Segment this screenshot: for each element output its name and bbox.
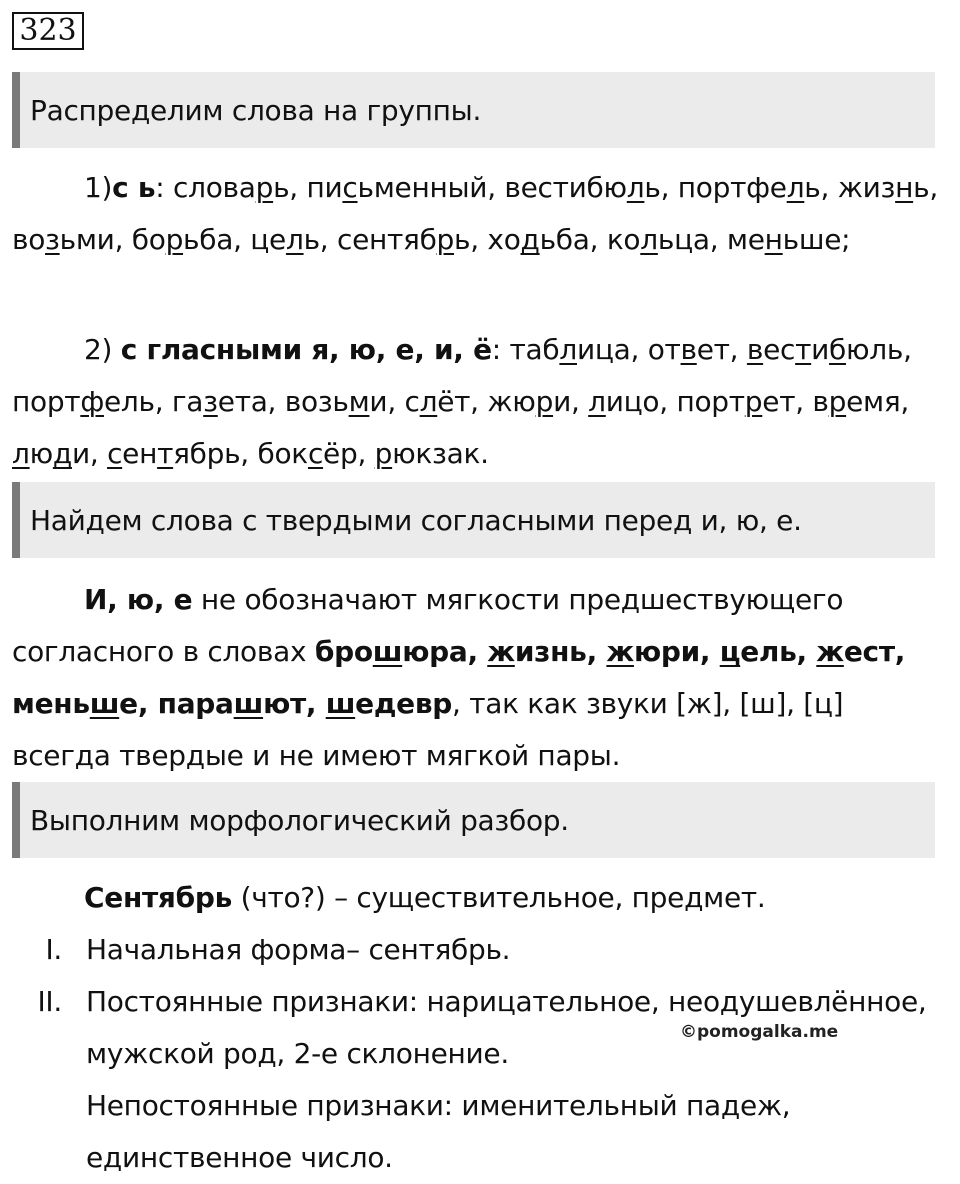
morph-item-text: Непостоянные признаки: именительный падеж, единственное число.	[86, 1089, 791, 1174]
group-1-text: 1)с ь: словарь, письменный, вестибюль, портфель, жизнь, возьми, борьба, цель, сентябрь, ходьба, кольца, меньше;	[12, 171, 938, 256]
group-2-text: 2) с гласными я, ю, е, и, ё: таблица, ответ, вестибюль, портфель, газета, возьми, слёт, жюри, лицо, портрет, время, люди, сентябрь, боксёр, рюкзак.	[12, 333, 912, 470]
morph-item-3	[12, 1080, 947, 1184]
morph-item-text: Начальная форма– сентябрь.	[86, 933, 511, 966]
explanation-text: И, ю, е не обозначают мягкости предшествующего согласного в словах брошюра, жизнь, жюри, цель, жест, меньше, парашют, шедевр, так как звуки [ж], [ш], [ц] всегда твердые и не имеют мягкой пары.	[12, 583, 906, 772]
task-number: 323	[12, 12, 84, 50]
section-banner-text: Распределим слова на группы.	[30, 93, 482, 127]
watermark: ©pomogalka.me	[680, 1022, 839, 1042]
section-banner-distribute	[12, 72, 935, 148]
section-banner-text: Выполним морфологический разбор.	[30, 803, 569, 837]
section-banner-morphology	[12, 782, 935, 858]
morph-word: Сентябрь	[84, 881, 232, 914]
section-banner-text: Найдем слова с твердыми согласными перед и, ю, е.	[30, 503, 802, 537]
morph-intro	[12, 872, 947, 924]
morph-item-text: Постоянные признаки: нарицательное, неодушевлённое, мужской род, 2-е склонение.	[86, 985, 927, 1070]
group-2-paragraph	[12, 324, 947, 480]
explanation-paragraph	[12, 574, 947, 782]
group-1-paragraph	[12, 162, 947, 266]
morph-item-1	[12, 924, 947, 976]
morph-intro-text: (что?) – существительное, предмет.	[232, 881, 766, 914]
section-banner-hard-consonants	[12, 482, 935, 558]
roman-numeral: II.	[37, 985, 62, 1018]
roman-numeral: I.	[45, 933, 62, 966]
